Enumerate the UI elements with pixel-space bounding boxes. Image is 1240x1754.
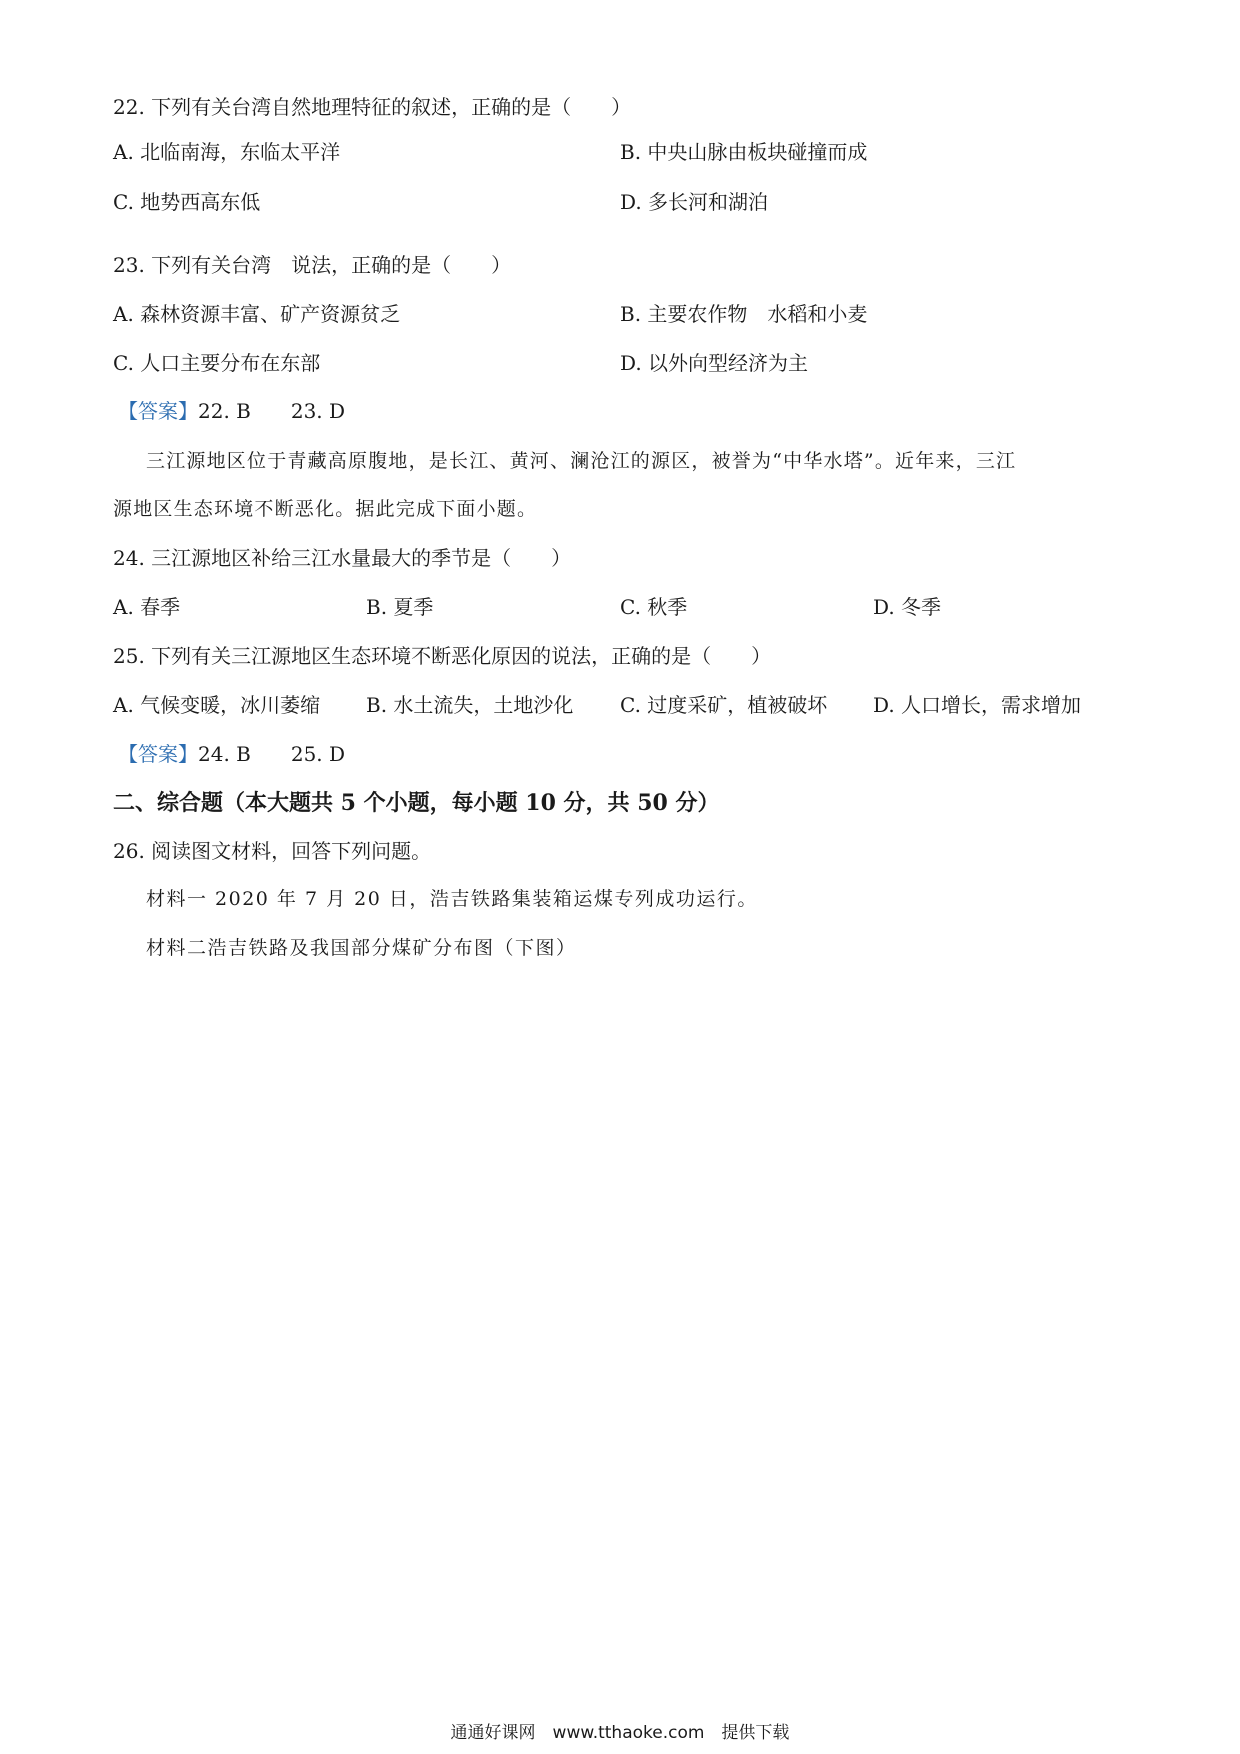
q25-option-c: C. 过度采矿，植被破坏 [620,693,828,717]
q26-material-2: 材料二浩吉铁路及我国部分煤矿分布图（下图） [146,937,577,959]
answer-tag: 【答案】 [118,742,198,766]
q22-option-a: A. 北临南海，东临太平洋 [113,140,341,164]
answer-text: 24. B 25. D [198,742,346,766]
q26-material-1: 材料一 2020 年 7 月 20 日，浩吉铁路集装箱运煤专列成功运行。 [146,888,758,910]
answer-block-2 [118,741,345,767]
passage-line-2: 源地区生态环境不断恶化。据此完成下面小题。 [113,498,538,520]
q25-option-d: D. 人口增长，需求增加 [873,693,1082,717]
q22-stem: 22. 下列有关台湾自然地理特征的叙述，正确的是（ ） [113,95,632,119]
q25-option-b: B. 水土流失，土地沙化 [366,693,574,717]
answer-tag: 【答案】 [118,399,198,423]
answer-text: 22. B 23. D [198,399,346,423]
q22-option-d: D. 多长河和湖泊 [620,190,769,214]
q23-option-b: B. 主要农作物 水稻和小麦 [620,302,868,326]
q24-option-d: D. 冬季 [873,595,942,619]
page-footer: 通通好课网 www.tthaoke.com 提供下载 [450,1723,790,1743]
q22-option-c: C. 地势西高东低 [113,190,261,214]
section-title: 二、综合题（本大题共 5 个小题，每小题 10 分，共 50 分） [113,790,720,816]
answer-block-1 [118,398,345,424]
q23-option-a: A. 森林资源丰富、矿产资源贫乏 [113,302,401,326]
q24-stem: 24. 三江源地区补给三江水量最大的季节是（ ） [113,546,572,570]
q23-option-c: C. 人口主要分布在东部 [113,351,321,375]
passage-line-1: 三江源地区位于青藏高原腹地，是长江、黄河、澜沧江的源区，被誉为“中华水塔”。近年来，三江 [146,450,1017,472]
q25-option-a: A. 气候变暖，冰川萎缩 [113,693,321,717]
q23-option-d: D. 以外向型经济为主 [620,351,809,375]
q25-stem: 25. 下列有关三江源地区生态环境不断恶化原因的说法，正确的是（ ） [113,644,772,668]
q24-option-c: C. 秋季 [620,595,688,619]
q26-stem: 26. 阅读图文材料，回答下列问题。 [113,839,432,863]
q24-option-a: A. 春季 [113,595,181,619]
q23-stem: 23. 下列有关台湾 说法，正确的是（ ） [113,253,512,277]
q24-option-b: B. 夏季 [366,595,434,619]
q22-option-b: B. 中央山脉由板块碰撞而成 [620,140,868,164]
